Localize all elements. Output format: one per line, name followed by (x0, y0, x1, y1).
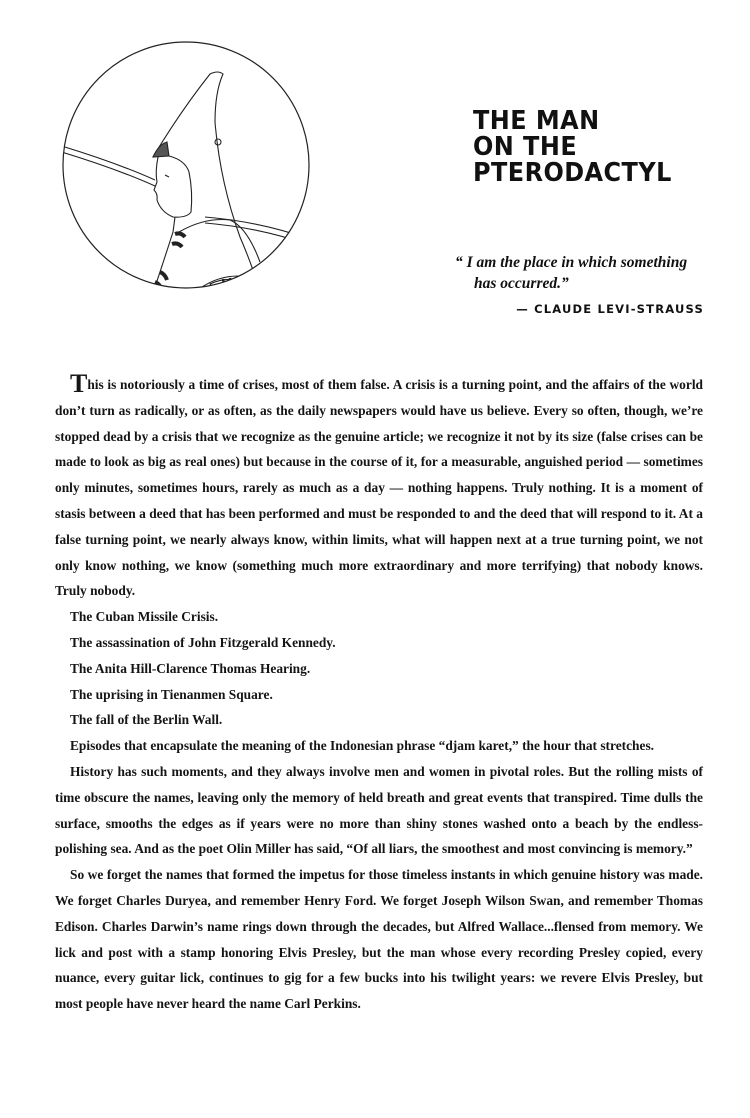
article-body (55, 369, 703, 1017)
title-line-2: ON THE (473, 132, 578, 162)
paragraph-history: History has such moments, and they always involve men and women in pivotal roles. But the rolling mists of time obscure the names, leaving only the memory of held breath and great events that transpired. Time dulls the surface, smooths the edges as if years were no more than shiny stones washed onto a beach by the endless-polishing sea. And as the poet Olin Miller has said, “Of all liars, the smoothest and most convincing is memory.” (55, 763, 703, 857)
crisis-list-item: The fall of the Berlin Wall. (70, 712, 223, 728)
hooded-figure-illustration (55, 32, 317, 302)
crisis-list-item: The Anita Hill-Clarence Thomas Hearing. (70, 660, 311, 676)
epigraph-quote (455, 252, 710, 294)
article-title (473, 108, 694, 186)
crisis-list-item: The assassination of John Fitzgerald Kennedy. (70, 634, 336, 650)
drop-cap: T (70, 369, 88, 398)
paragraph-djam-karet: Episodes that encapsulate the meaning of the Indonesian phrase “djam karet,” the hour that stretches. (70, 738, 655, 754)
title-line-1: THE MAN (473, 106, 600, 136)
epigraph-line-1: “ I am the place in which something (455, 254, 688, 271)
epigraph-attribution: — CLAUDE LEVI-STRAUSS (516, 302, 704, 316)
title-line-3: PTERODACTYL (473, 158, 672, 188)
paragraph-forget-names: So we forget the names that formed the impetus for those timeless instants in which genuine history was made. We forget Charles Duryea, and remember Henry Ford. We forget Joseph Wilson Swan, and remember Thomas Edison. Charles Darwin’s name rings down through the decades, but Alfred Wallace...flensed from memory. We lick and post with a stamp honoring Elvis Presley, but the man whose every recording Presley copied, every nuance, every guitar lick, continues to gig for a few bucks into his twilight years: we revere Elvis Presley, but most people have never heard the name Carl Perkins. (55, 867, 703, 1012)
epigraph-line-2: has occurred.” (474, 275, 569, 292)
paragraph-1: This is notoriously a time of crises, most of them false. A crisis is a turning point, and the affairs of the world don’t turn as radically, or as often, as the daily newspapers would have us believe. Every so often, though, we’re stopped dead by a crisis that we recognize as the genuine article; we recognize it not by its size (false crises can be made to look as big as real ones) but because in the course of it, for a measurable, anguished period — sometimes only minutes, sometimes hours, rarely as much as a day — nothing happens. Truly nothing. It is a moment of stasis between a deed that has been performed and must be responded to and the deed that will respond to it. At a false turning point, we nearly always know, within limits, what will happen next at a true turning point, we not only know nothing, we know (something much more extraordinary and more terrifying) that nobody knows. Truly nobody. (55, 369, 703, 599)
crisis-list-item: The Cuban Missile Crisis. (70, 609, 219, 625)
crisis-list-item: The uprising in Tienanmen Square. (70, 686, 273, 702)
